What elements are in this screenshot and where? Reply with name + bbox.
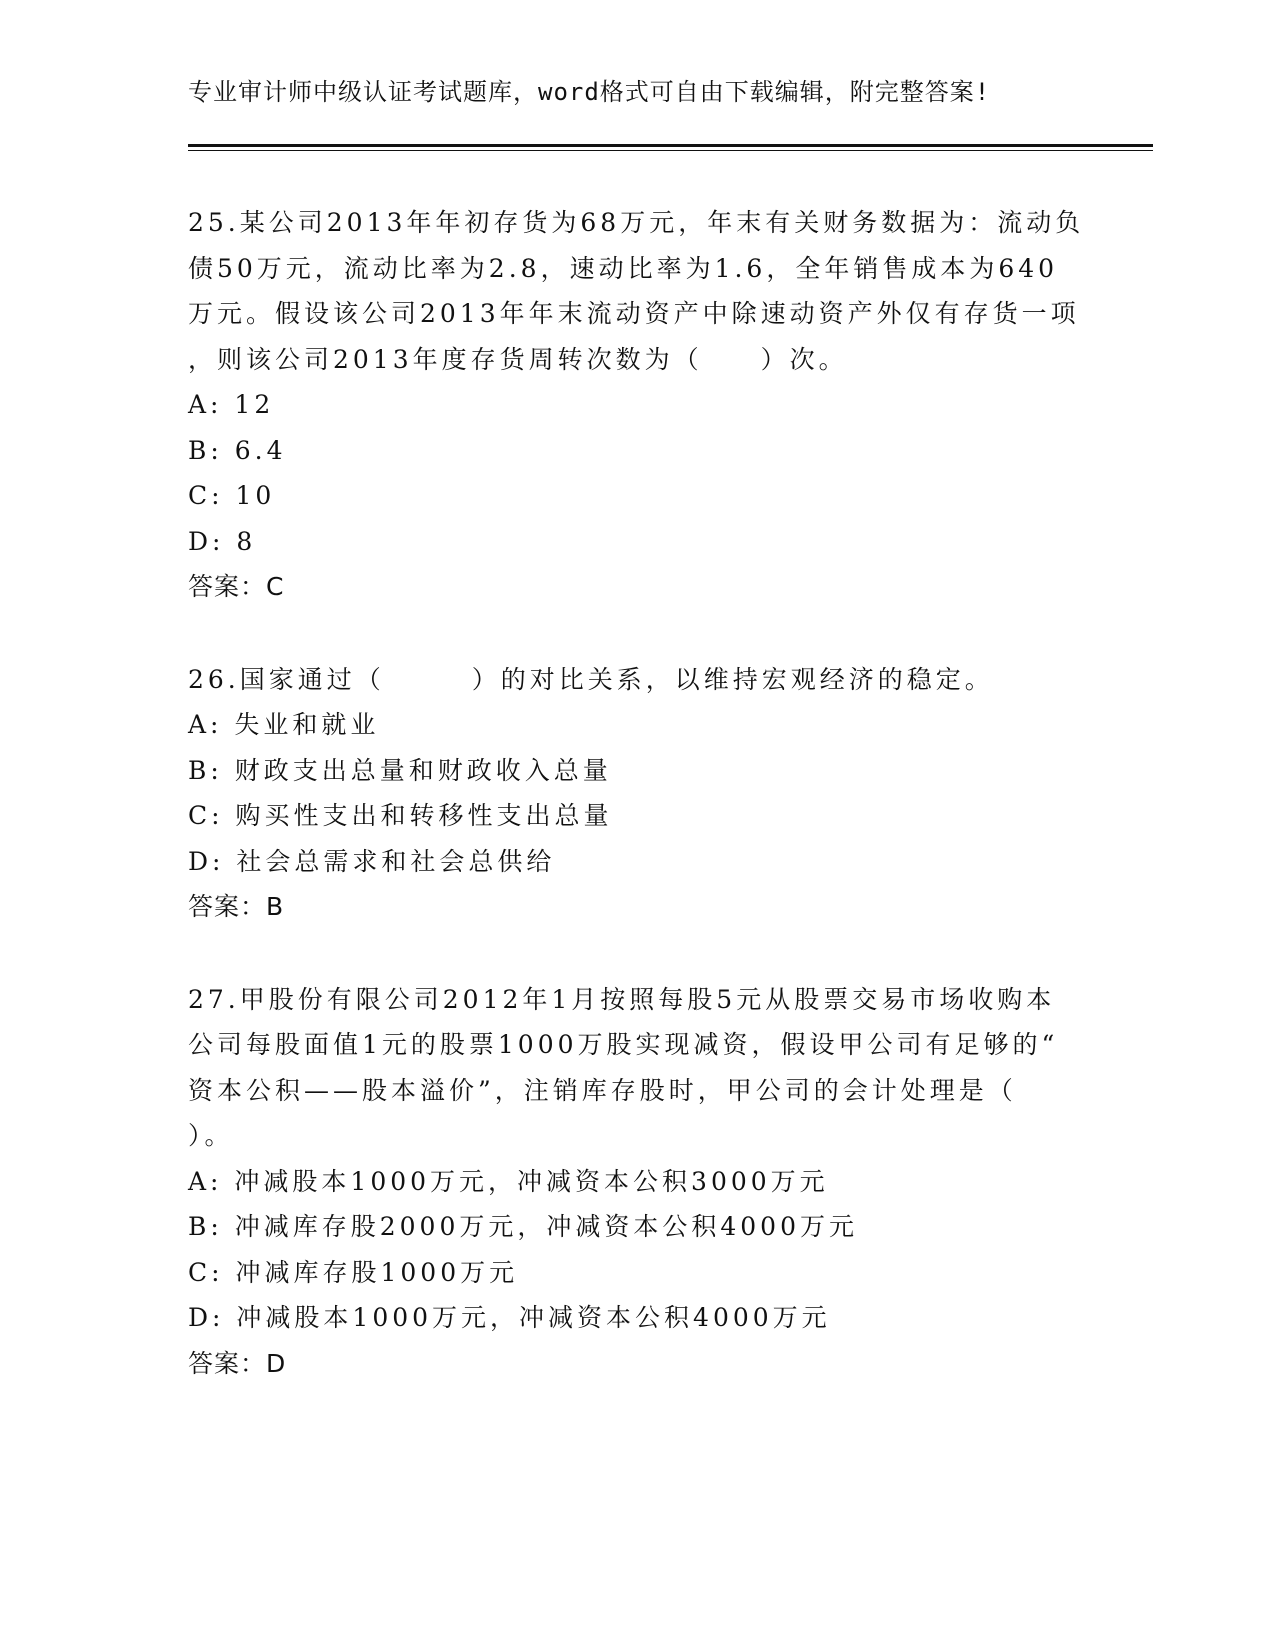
question-26: [188, 657, 1088, 930]
question-stem: 27.甲股份有限公司2012年1月按照每股5元从股票交易市场收购本 公司每股面值1元的股票1000万股实现减资，假设甲公司有足够的“ 资本公积——股本溢价”，注销库存股时，甲公司的会计处理是（ ）。: [188, 984, 1059, 1150]
option-b: B: 6.4: [188, 435, 287, 465]
page-header: 专业审计师中级认证考试题库，word格式可自由下载编辑，附完整答案!: [188, 78, 991, 106]
question-stem: 25.某公司2013年年初存货为68万元，年末有关财务数据为：流动负 债50万元，流动比率为2.8，速动比率为1.6，全年销售成本为640 万元。假设该公司2013年年末流动资产中除速动资产外仅有存货一项 ，则该公司2013年度存货周转次数为（ ）次。: [188, 208, 1085, 374]
header-divider: [188, 144, 1153, 151]
option-c: C: 10: [188, 481, 276, 510]
answer: 答案：D: [188, 1348, 287, 1378]
option-b: B: 财政支出总量和财政收入总量: [188, 755, 612, 785]
option-a: A: 冲减股本1000万元，冲减资本公积3000万元: [188, 1166, 829, 1196]
answer: 答案：C: [188, 572, 285, 601]
option-c: C: 购买性支出和转移性支出总量: [188, 801, 613, 830]
answer: 答案：B: [188, 892, 285, 921]
option-d: D: 冲减股本1000万元，冲减资本公积4000万元: [188, 1303, 831, 1332]
option-d: D: 社会总需求和社会总供给: [188, 846, 556, 876]
option-b: B: 冲减库存股2000万元，冲减资本公积4000万元: [188, 1212, 858, 1241]
question-list: [188, 200, 1088, 1433]
option-a: A: 12: [188, 390, 275, 419]
option-d: D: 8: [188, 526, 257, 556]
question-27: [188, 977, 1088, 1387]
option-a: A: 失业和就业: [188, 710, 380, 739]
question-stem: 26.国家通过（ ）的对比关系，以维持宏观经济的稳定。: [188, 664, 994, 694]
option-c: C: 冲减库存股1000万元: [188, 1257, 519, 1287]
question-25: [188, 200, 1088, 610]
